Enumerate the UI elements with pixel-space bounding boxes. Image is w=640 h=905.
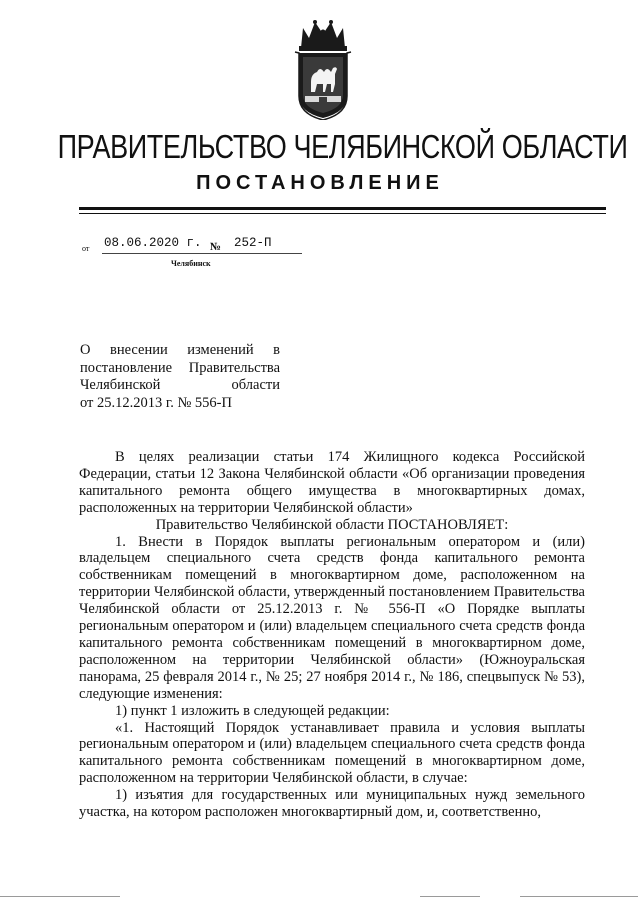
document-subject bbox=[80, 342, 280, 412]
preamble-paragraph: В целях реализации статьи 174 Жилищного кодекса Российской Федерации, статьи 12 Закона Челябинской области «Об организации проведения капитального ремонта общего имущества в многоквартирных домах, расположенных на территории Челябинской области» bbox=[79, 449, 585, 516]
scan-footer-marks bbox=[0, 896, 640, 898]
document-number: 252-П bbox=[234, 236, 272, 250]
date-number-line bbox=[82, 236, 312, 256]
organization-title: ПРАВИТЕЛЬСТВО ЧЕЛЯБИНСКОЙ ОБЛАСТИ bbox=[57, 128, 628, 165]
date-prefix: от bbox=[82, 244, 90, 253]
subject-line: постановление Правительства bbox=[80, 359, 280, 376]
subject-line: О внесении изменений в bbox=[80, 342, 280, 358]
item-1-1-paragraph: 1) пункт 1 изложить в следующей редакции: bbox=[115, 702, 390, 719]
item-1-paragraph: 1. Внести в Порядок выплаты региональным оператором и (или) владельцем специального счета средств фонда капитального ремонта собственникам помещений в многоквартирном доме, расположенном на территории Челябинской области, утвержденный постановлением Правительства Челябинской области от 25.12.2013 г. № 556-П «О Порядке выплаты региональным оператором и (или) владельцем специального счета средств фонда капитального ремонта собственникам помещений в многоквартирном доме, расположенном на территории Челябинской области» (Южноуральская панорама, 25 февраля 2014 г., № 25; 27 ноября 2014 г., № 186, спецвыпуск № 53), следующие изменения: bbox=[79, 533, 585, 702]
header-divider-thin bbox=[79, 213, 606, 214]
coat-of-arms-icon bbox=[293, 18, 353, 120]
date-underline bbox=[102, 253, 302, 254]
subject-line: от 25.12.2013 г. № 556-П bbox=[80, 394, 232, 411]
document-body bbox=[79, 449, 585, 821]
subject-line: Челябинской области bbox=[80, 377, 280, 393]
document-date: 08.06.2020 г. bbox=[104, 236, 202, 250]
number-prefix: № bbox=[210, 241, 222, 253]
header-divider-thick bbox=[79, 207, 606, 210]
resolve-paragraph: Правительство Челябинской области ПОСТАНОВЛЯЕТ: bbox=[155, 516, 509, 533]
city-label: Челябинск bbox=[171, 259, 211, 268]
document-type-title: ПОСТАНОВЛЕНИЕ bbox=[196, 172, 444, 194]
quote-1-1-paragraph: 1) изъятия для государственных или муниципальных нужд земельного участка, на котором расположен многоквартирный дом, и, соответственно, bbox=[79, 787, 585, 821]
quote-1-paragraph: «1. Настоящий Порядок устанавливает правила и условия выплаты региональным оператором и (или) владельцем специального счета средств фонда капитального ремонта собственникам помещений в многоквартирном доме, расположенном на территории Челябинской области, в случае: bbox=[79, 719, 585, 787]
